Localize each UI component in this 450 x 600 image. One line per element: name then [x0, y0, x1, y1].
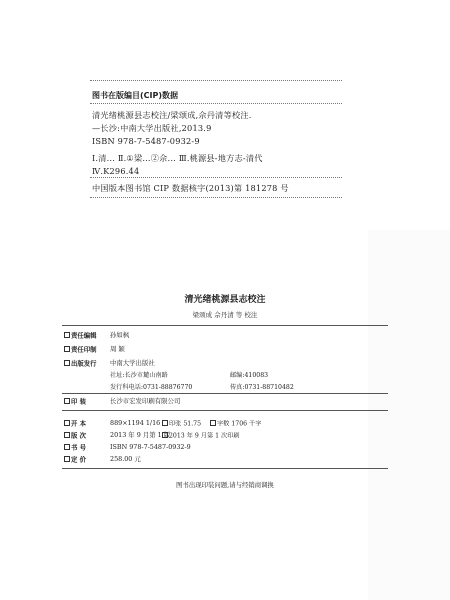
cip-line-2: —长沙:中南大学出版社,2013.9 [92, 123, 212, 133]
cip-title-rule [90, 103, 342, 104]
cip-line-isbn: ISBN 978-7-5487-0932-9 [92, 136, 200, 146]
colophon-top-rule [62, 325, 388, 326]
colophon-rule-3 [62, 410, 388, 411]
checkbox-icon [64, 420, 70, 426]
cip-class-number: Ⅳ.K296.44 [92, 166, 140, 176]
sheets-value: 印张 51.75 [162, 420, 201, 428]
checkbox-icon [64, 432, 70, 438]
cip-title: 图书在版编目(CIP)数据 [92, 91, 179, 100]
printing-value: 周 颖 [110, 345, 125, 353]
colophon-bottom-rule [62, 468, 388, 469]
cip-line-1: 清光绪桃源县志校注/梁颂成,佘丹清等校注. [92, 110, 252, 120]
checkbox-icon [210, 420, 216, 426]
checkbox-icon [162, 420, 168, 426]
impression-value: 2013 年 9 月第 1 次印刷 [162, 432, 240, 440]
cip-classification: Ⅰ.清... Ⅱ.①梁...②佘... Ⅲ.桃源县-地方志-清代 [92, 153, 263, 163]
checkbox-icon [64, 398, 70, 404]
isbn-label: 书 号 [71, 443, 87, 452]
isbn-value: ISBN 978-7-5487-0932-9 [110, 443, 191, 451]
publisher-label: 出版发行 [71, 359, 97, 368]
publisher-fax: 传真:0731-88710482 [230, 384, 294, 391]
words-value: 字数 1706 千字 [210, 420, 261, 428]
publisher-value: 中南大学出版社 [110, 359, 155, 367]
cip-top-rule [90, 80, 342, 81]
checkbox-icon [162, 432, 168, 438]
checkbox-icon [64, 456, 70, 462]
price-value: 258.00 元 [110, 455, 141, 463]
print-label: 印 装 [71, 397, 87, 406]
publisher-phone: 发行科电话:0731-88876770 [110, 384, 193, 391]
checkbox-icon [64, 444, 70, 450]
book-authors: 梁颂成 佘丹清 等 校注 [192, 311, 258, 319]
checkbox-icon [64, 346, 70, 352]
cip-mid-rule [90, 177, 342, 178]
page-edge-shadow [368, 230, 450, 600]
cip-verification: 中国版本图书馆 CIP 数据核字(2013)第 181278 号 [92, 183, 289, 193]
cip-bottom-rule [90, 197, 342, 198]
format-value: 889×1194 1/16 [110, 419, 161, 427]
price-label: 定 价 [71, 455, 87, 464]
publisher-address: 社址:长沙市麓山南路 [110, 372, 168, 379]
book-title: 清光绪桃源县志校注 [184, 295, 266, 305]
editor-value: 孙如枫 [110, 331, 130, 339]
print-value: 长沙市宏发印刷有限公司 [110, 397, 181, 405]
format-label: 开 本 [71, 419, 87, 428]
checkbox-icon [64, 360, 70, 366]
colophon-rule-2 [62, 393, 388, 394]
printing-label: 责任印制 [71, 345, 97, 354]
checkbox-icon [64, 332, 70, 338]
publisher-postcode: 邮编:410083 [230, 372, 269, 379]
edition-label: 版 次 [71, 431, 87, 440]
footer-notice: 图书出现印装问题,请与经销商调换 [176, 481, 274, 489]
editor-label: 责任编辑 [71, 331, 97, 340]
edition-value: 2013 年 9 月第 1 版 [110, 431, 171, 439]
